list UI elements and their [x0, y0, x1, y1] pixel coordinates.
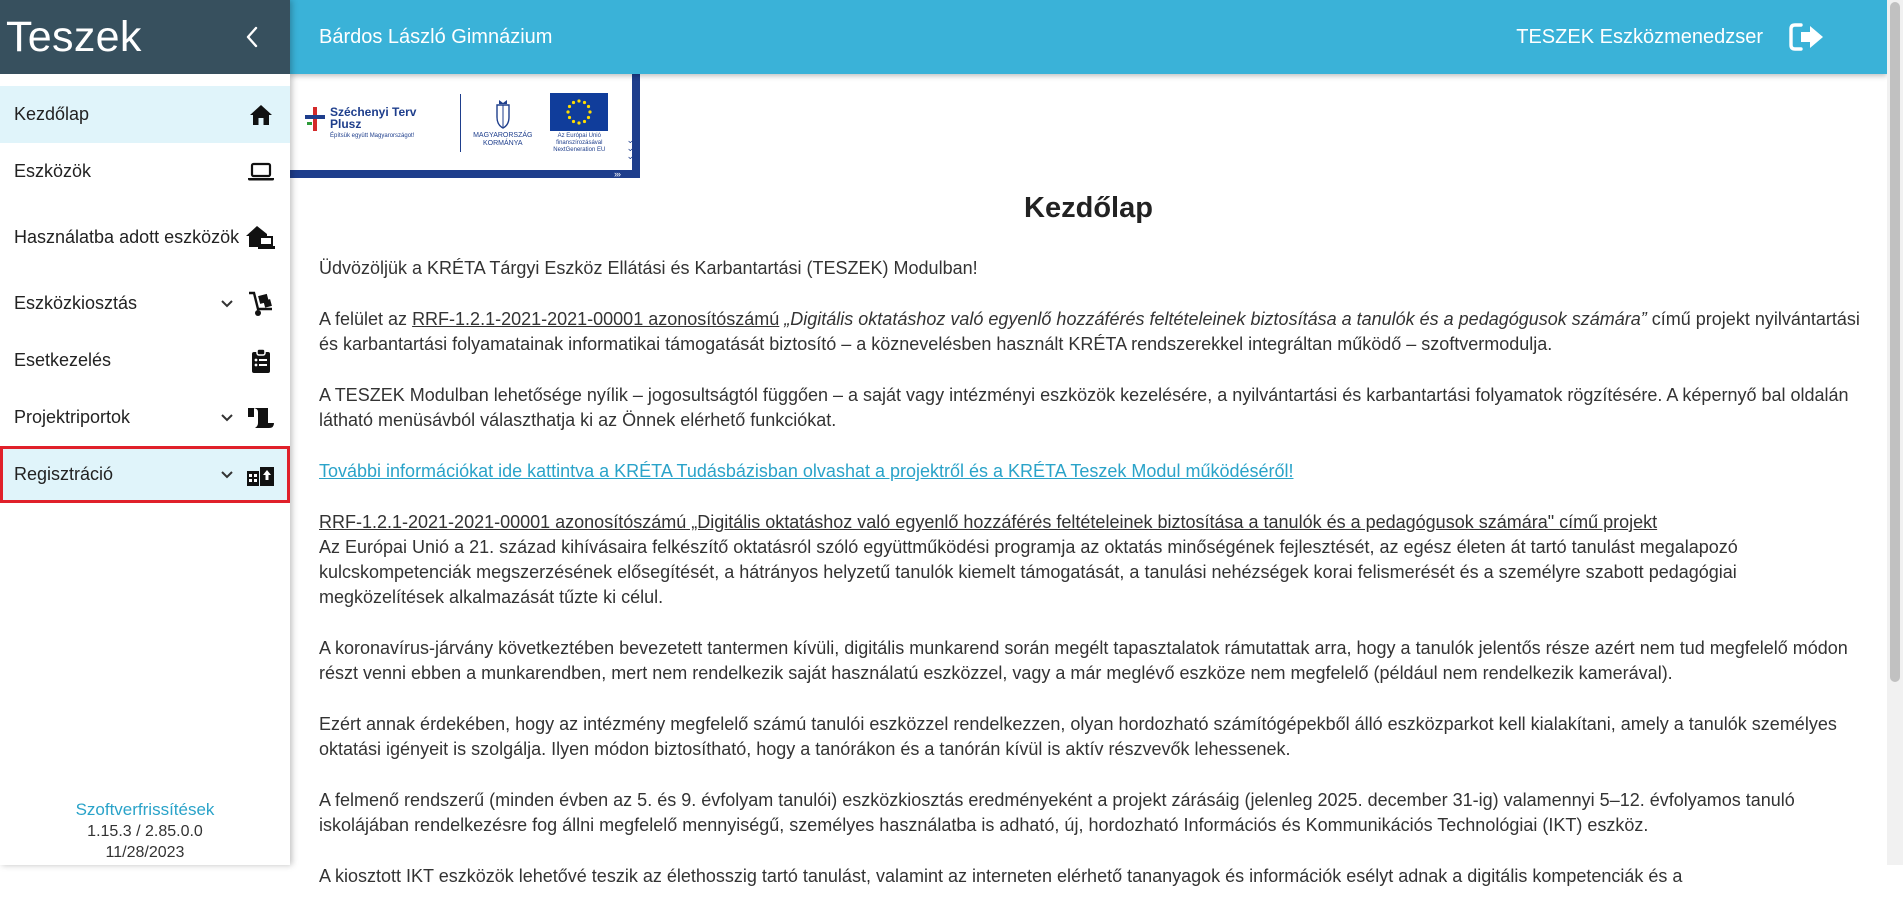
chevron-down-icon[interactable] [220, 296, 236, 312]
chevron-left-icon [245, 26, 259, 48]
release-date: 11/28/2023 [105, 844, 185, 861]
project-heading: RRF-1.2.1-2021-2021-00001 azonosítószámú „Digitális oktatáshoz való egyenlő hozzáférés feltételeinek biztosítása a tanulók és a pedagógusok számára" című projekt [319, 512, 1658, 532]
module-description: A TESZEK Modulban lehetősége nyílik – jogosultságtól függően – a saját vagy intézményi eszközök kezelésére, a nyilvántartási és karbantartási folyamatok rögzítésére. A képernyő bal oldalán látható menüsávból választhatja ki az Önnek elérhető funkciókat. [319, 385, 1849, 430]
sidebar-footer [0, 799, 290, 865]
banner-divider [460, 94, 461, 152]
app-title: TESZEK Eszközmenedzser [1516, 25, 1763, 48]
laptop-icon [246, 157, 276, 187]
page-scrollbar[interactable] [1887, 0, 1903, 865]
welcome-text: Üdvözöljük a KRÉTA Tárgyi Eszköz Ellátási és Karbantartási (TESZEK) Modulban! [319, 258, 978, 278]
sidebar-item-label: Esetkezelés [14, 350, 112, 370]
government-logo [471, 99, 535, 148]
sidebar-item-label: Eszközkiosztás [14, 293, 138, 313]
intro-paragraph [319, 307, 1864, 357]
clipboard-list-icon [246, 346, 276, 376]
project-paragraph: Az Európai Unió a 21. század kihívásaira felkészítő oktatásról szóló együttműködési programja az oktatás minőségének fejlesztését, az egész életen át tartó tanulást megalapozó kulcskompetenciák megszerzésének elősegítését, a hátrányos helyzetű tanulók kiemelt támogatását, a tanulási nehézségek korai felismerését és a személyre szabott pedagógiai megközelítések alkalmazását tűzte ki célul. [319, 537, 1738, 607]
sidebar-item-esetkezeles[interactable] [0, 332, 290, 389]
sidebar-item-label: Használatba adott eszközök [14, 227, 240, 247]
knowledge-base-link[interactable]: További információkat ide kattintva a KRÉTA Tudásbázisban olvashat a projektről és a KRÉTA Teszek Modul működéséről! [319, 461, 1294, 481]
szechenyi-title: Széchenyi Terv Plusz [330, 105, 417, 131]
version-text: 1.15.3 / 2.85.0.0 [87, 823, 203, 840]
sidebar-item-label: Kezdőlap [14, 104, 90, 124]
intro-text: A felület az [319, 309, 413, 329]
dolly-icon [246, 289, 276, 319]
report-icon [246, 403, 276, 433]
banner-arrows-decoration: ⌄ ⌄ ⌄ [626, 135, 634, 161]
sidebar-item-eszkozkiosztas[interactable] [0, 275, 290, 332]
government-text: MAGYARORSZÁG KORMÁNYA [473, 131, 533, 147]
sidebar-item-label: Regisztráció [14, 464, 114, 484]
eu-logo [545, 93, 614, 154]
top-bar [290, 0, 1887, 74]
top-bar-right [1516, 17, 1827, 57]
scrollbar-thumb[interactable] [1890, 2, 1900, 682]
sidebar-header [0, 0, 290, 74]
coat-of-arms-icon [493, 99, 513, 129]
pandemic-paragraph: A koronavírus-járvány következtében bevezetett tantermen kívüli, digitális munkarend során megélt tapasztalatok rámutattak arra, hogy a tanulók jelentős része azért nem tud megfelelő módon részt venni ebben a munkarendben, mert nem rendelkezik saját használatú eszközzel, vagy a már meglévő eszköze nem megfelelő (például nem rendelkezik kamerával). [319, 638, 1848, 683]
house-laptop-icon [246, 223, 276, 253]
home-icon [246, 100, 276, 130]
chevron-down-icon[interactable] [220, 467, 236, 483]
szechenyi-plus-icon [304, 106, 326, 132]
szechenyi-logo [304, 106, 450, 140]
page-body [319, 256, 1864, 915]
sidebar-item-regisztracio[interactable] [0, 446, 290, 503]
main-content [290, 74, 1887, 886]
sidebar-item-eszkozok[interactable] [0, 143, 290, 200]
chevron-down-icon[interactable] [220, 410, 236, 426]
intro-text-end: című projekt nyilvántartási és karbantartási folyamatainak informatikai támogatását biztosító – a köznevelésben használt KRÉTA rendszerekkel integráltan működő – szoftvermodulja. [319, 309, 1860, 354]
project-title-text: „Digitális oktatáshoz való egyenlő hozzáférés feltételeinek biztosítása a tanulók és a pedagógusok számára” [779, 309, 1647, 329]
sidebar-item-label: Projektriportok [14, 407, 131, 427]
logout-button[interactable] [1787, 17, 1827, 57]
brand-logo-text: Teszek [6, 12, 142, 61]
distribution-paragraph: A felmenő rendszerű (minden évben az 5. és 9. évfolyam tanulói) eszközkiosztás eredményeként a projekt zárásáig (jelenleg 2025. december 31-ig) valamennyi 5–12. évfolyamos tanuló iskolájában rendelkezésre fog állni megfelelő mennyiségű, személyes használatba is adható, új, hordozható Információs és Kommunikációs Technológiai (IKT) eszköz. [319, 790, 1795, 835]
banner-arrows-bottom-decoration: ››› [614, 169, 620, 179]
school-name: Bárdos László Gimnázium [319, 25, 553, 48]
sidebar-item-kezdolap[interactable] [0, 86, 290, 143]
sidebar-item-projektriportok[interactable] [0, 389, 290, 446]
page-title: Kezdőlap [1024, 192, 1153, 224]
sidebar-menu [0, 86, 290, 503]
sidebar [0, 0, 290, 865]
funding-banner [290, 74, 640, 178]
device-park-paragraph: Ezért annak érdekében, hogy az intézmény megfelelő számú tanulói eszközzel rendelkezzen, olyan hordozható számítógépekből álló eszközparkot kell kialakítani, amely a tanulók személyes oktatási igényeit is szolgálja. Ilyen módon biztosítható, hogy a tanórákon és a tanórán kívül is aktív részvevők lehessenek. [319, 714, 1837, 759]
project-id-text: RRF-1.2.1-2021-2021-00001 azonosítószámú [412, 309, 780, 329]
ict-paragraph: A kiosztott IKT eszközök lehetővé teszik az élethosszig tartó tanulást, valamint az interneten elérhető tananyagok és információk esélyt adnak a digitális kompetenciák és a [319, 866, 1683, 886]
sign-out-icon [1789, 22, 1825, 52]
collapse-sidebar-button[interactable] [238, 23, 266, 51]
sidebar-item-hasznalatba-adott[interactable] [0, 200, 290, 275]
eu-text: Az Európai Unió finanszírozásával NextGeneration EU [553, 132, 606, 153]
software-updates-link[interactable]: Szoftverfrissítések [75, 800, 215, 819]
eu-flag-icon [550, 93, 608, 131]
szechenyi-subtitle: Építsük együtt Magyarországot! [330, 133, 415, 139]
register-icon [246, 460, 276, 490]
sidebar-item-label: Eszközök [14, 161, 92, 181]
